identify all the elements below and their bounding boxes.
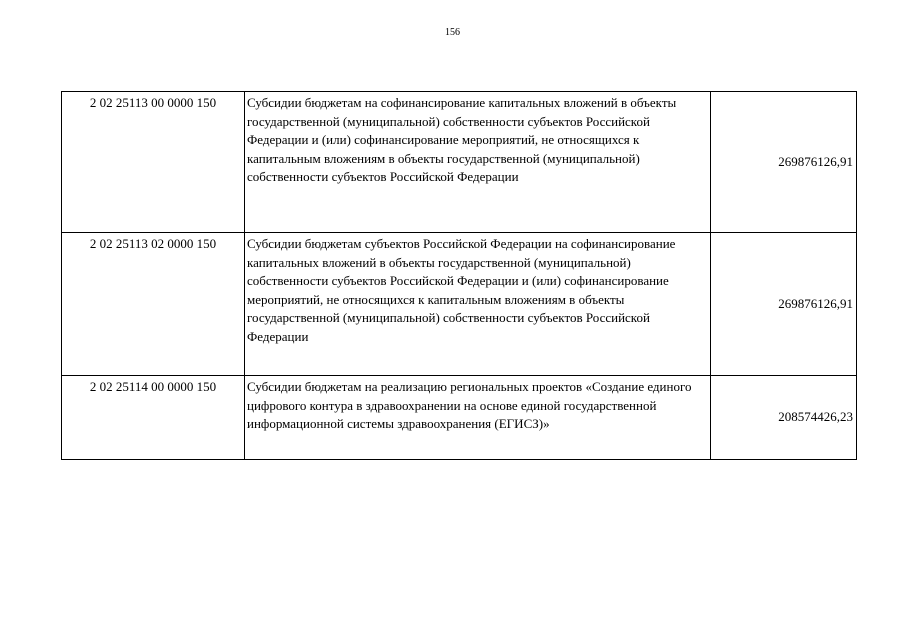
table-row: [62, 233, 857, 376]
table-row: [62, 92, 857, 233]
amount-cell: 269876126,91: [711, 92, 857, 233]
description-cell: Субсидии бюджетам субъектов Российской Федерации на софинансирование капитальных вложений в объекты государственной (муниципальной) собственности субъектов Российской Федерации и (или) софинансирование мероприятий, не относящихся к капитальным вложениям в объекты государственной (муниципальной) собственности субъектов Российской Федерации: [245, 233, 711, 376]
table-row: [62, 376, 857, 460]
description-cell: Субсидии бюджетам на софинансирование капитальных вложений в объекты государственной (муниципальной) собственности субъектов Российской Федерации и (или) софинансирование мероприятий, не относящихся к капитальным вложениям в объекты государственной (муниципальной) собственности субъектов Российской Федерации: [245, 92, 711, 233]
budget-table: [61, 91, 857, 460]
amount-cell: 269876126,91: [711, 233, 857, 376]
page-number: 156: [445, 27, 460, 38]
budget-code-cell: 2 02 25113 02 0000 150: [62, 233, 245, 376]
budget-code-cell: 2 02 25113 00 0000 150: [62, 92, 245, 233]
budget-code-cell: 2 02 25114 00 0000 150: [62, 376, 245, 460]
description-cell: Субсидии бюджетам на реализацию региональных проектов «Создание единого цифрового контура в здравоохранении на основе единой государственной информационной системы здравоохранения (ЕГИСЗ)»: [245, 376, 711, 460]
amount-cell: 208574426,23: [711, 376, 857, 460]
